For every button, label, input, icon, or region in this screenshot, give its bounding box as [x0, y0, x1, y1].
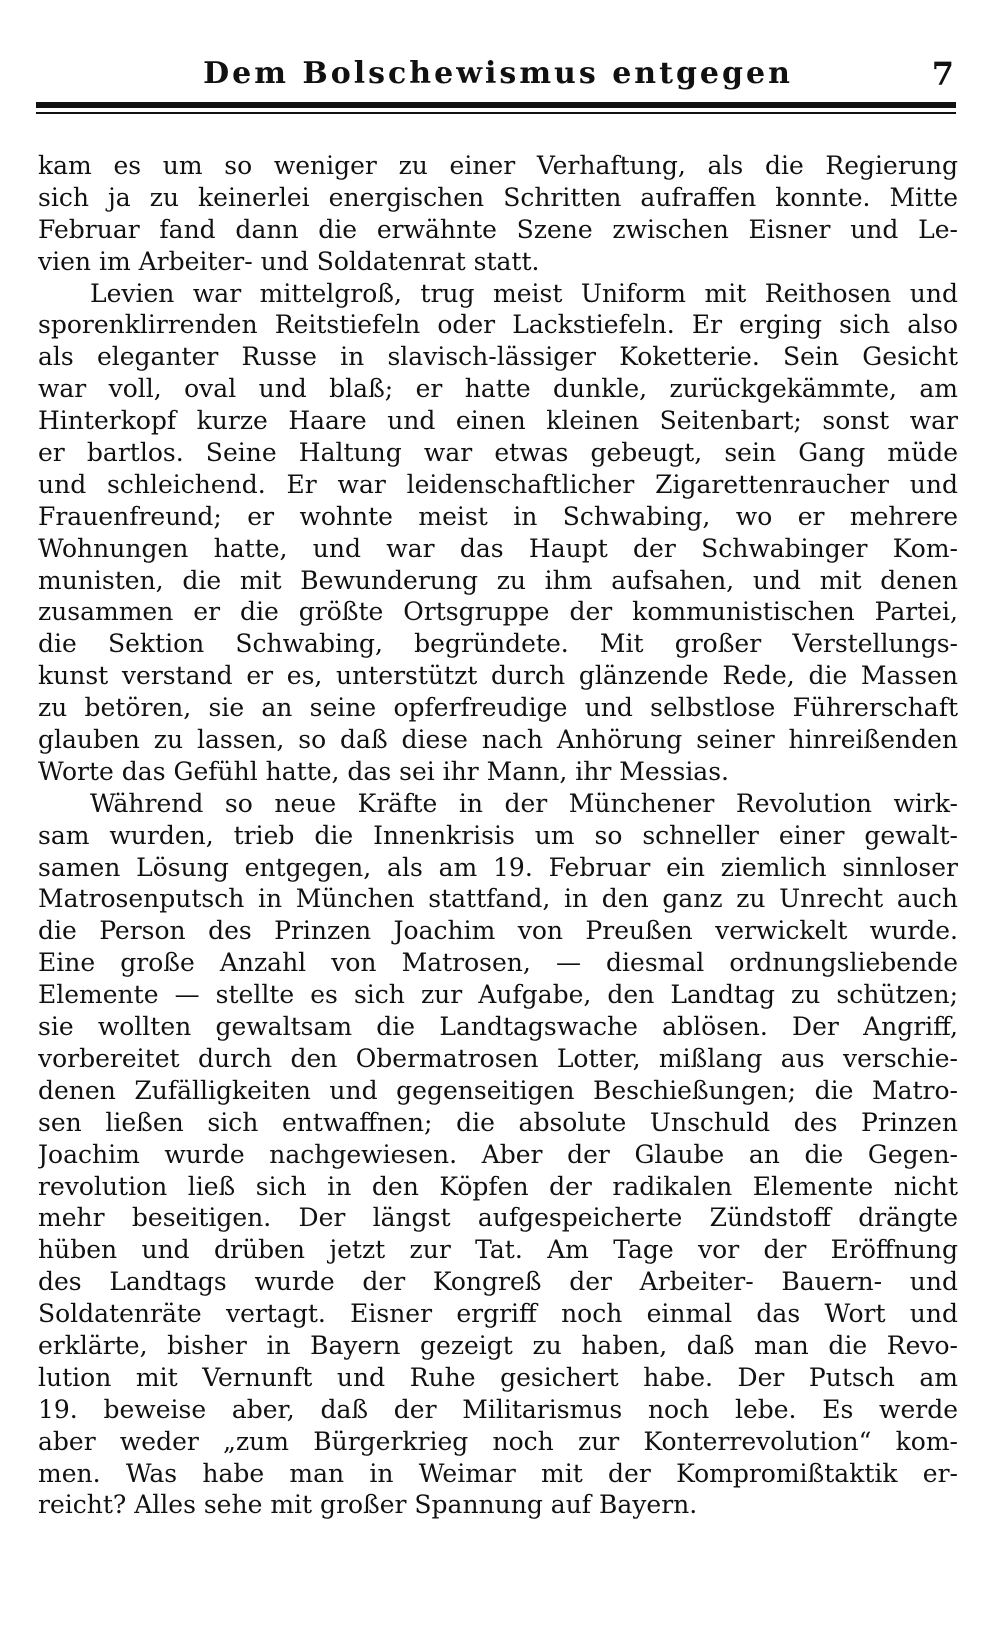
running-title: Dem Bolschewismus entgegen — [203, 56, 793, 91]
text-line: kunst verstand er es, unterstützt durch glänzende Rede, die Massen — [38, 661, 958, 691]
text-line: zusammen er die größte Ortsgruppe der kommunistischen Partei, — [38, 597, 958, 627]
text-line: Eine große Anzahl von Matrosen, — diesmal ordnungsliebende — [38, 948, 958, 978]
paragraph — [38, 278, 958, 788]
text-line: er bartlos. Seine Haltung war etwas gebeugt, sein Gang müde — [38, 438, 958, 468]
text-line: Joachim wurde nachgewiesen. Aber der Glaube an die Gegen- — [38, 1139, 958, 1169]
paragraph — [38, 788, 958, 1521]
header-rule-thick — [36, 102, 956, 108]
text-line: sen ließen sich entwaffnen; die absolute Unschuld des Prinzen — [38, 1107, 958, 1137]
text-line: lution mit Vernunft und Ruhe gesichert habe. Der Putsch am — [38, 1362, 958, 1392]
text-line: Matrosenputsch in München stattfand, in den ganz zu Unrecht auch — [38, 884, 958, 914]
text-line: mehr beseitigen. Der längst aufgespeicherte Zündstoff drängte — [38, 1203, 958, 1233]
text-line: Frauenfreund; er wohnte meist in Schwabing, wo er mehrere — [38, 501, 958, 531]
text-line: als eleganter Russe in slavisch-lässiger Koketterie. Sein Gesicht — [38, 342, 958, 372]
text-line: sam wurden, trieb die Innenkrisis um so schneller einer gewalt- — [38, 820, 958, 850]
text-line: sporenklirrenden Reitstiefeln oder Lackstiefeln. Er erging sich also — [38, 310, 958, 340]
text-line: hüben und drüben jetzt zur Tat. Am Tage vor der Eröffnung — [38, 1235, 958, 1265]
paragraph — [38, 150, 958, 278]
text-line: Wohnungen hatte, und war das Haupt der Schwabinger Kom- — [38, 533, 958, 563]
text-line: zu betören, sie an seine opferfreudige und selbstlose Führerschaft — [38, 693, 958, 723]
text-line: Elemente — stellte es sich zur Aufgabe, den Landtag zu schützen; — [38, 980, 958, 1010]
text-line: sich ja zu keinerlei energischen Schritten aufraffen konnte. Mitte — [38, 182, 958, 212]
page-number: 7 — [931, 55, 954, 93]
text-line: Soldatenräte vertagt. Eisner ergriff noch einmal das Wort und — [38, 1299, 958, 1329]
text-line: die Sektion Schwabing, begründete. Mit großer Verstellungs- — [38, 629, 958, 659]
text-line: samen Lösung entgegen, als am 19. Februar ein ziemlich sinnloser — [38, 852, 958, 882]
text-line: Worte das Gefühl hatte, das sei ihr Mann, ihr Messias. — [38, 756, 729, 786]
text-line: Februar fand dann die erwähnte Szene zwischen Eisner und Le- — [38, 214, 958, 244]
text-line: des Landtags wurde der Kongreß der Arbeiter- Bauern- und — [38, 1267, 958, 1297]
text-line: vien im Arbeiter- und Soldatenrat statt. — [38, 246, 540, 276]
text-line: munisten, die mit Bewunderung zu ihm aufsahen, und mit denen — [38, 565, 958, 595]
text-line: Während so neue Kräfte in der Münchener Revolution wirk- — [90, 788, 958, 818]
text-line: 19. beweise aber, daß der Militarismus noch lebe. Es werde — [38, 1394, 958, 1424]
text-line: vorbereitet durch den Obermatrosen Lotter, mißlang aus verschie- — [38, 1043, 958, 1073]
text-line: war voll, oval und blaß; er hatte dunkle, zurückgekämmte, am — [38, 374, 958, 404]
text-line: aber weder „zum Bürgerkrieg noch zur Konterrevolution“ kom- — [38, 1426, 958, 1456]
text-line: revolution ließ sich in den Köpfen der radikalen Elemente nicht — [38, 1171, 958, 1201]
text-line: kam es um so weniger zu einer Verhaftung, als die Regierung — [38, 151, 958, 180]
running-head — [36, 52, 960, 96]
text-line: sie wollten gewaltsam die Landtagswache ablösen. Der Angriff, — [38, 1012, 958, 1042]
text-line: die Person des Prinzen Joachim von Preußen verwickelt wurde. — [38, 916, 958, 946]
text-line: Hinterkopf kurze Haare und einen kleinen Seitenbart; sonst war — [38, 406, 958, 436]
text-line: denen Zufälligkeiten und gegenseitigen Beschießungen; die Matro- — [38, 1075, 958, 1105]
text-line: Levien war mittelgroß, trug meist Uniform mit Reithosen und — [90, 278, 958, 308]
text-line: glauben zu lassen, so daß diese nach Anhörung seiner hinreißenden — [38, 725, 958, 755]
header-rule-thin — [36, 112, 956, 114]
text-line: und schleichend. Er war leidenschaftlicher Zigarettenraucher und — [38, 469, 958, 499]
body-text — [38, 150, 958, 1521]
text-line: erklärte, bisher in Bayern gezeigt zu haben, daß man die Revo- — [38, 1330, 958, 1360]
text-line: men. Was habe man in Weimar mit der Kompromißtaktik er- — [38, 1458, 958, 1488]
text-line: reicht? Alles sehe mit großer Spannung auf Bayern. — [38, 1490, 698, 1520]
